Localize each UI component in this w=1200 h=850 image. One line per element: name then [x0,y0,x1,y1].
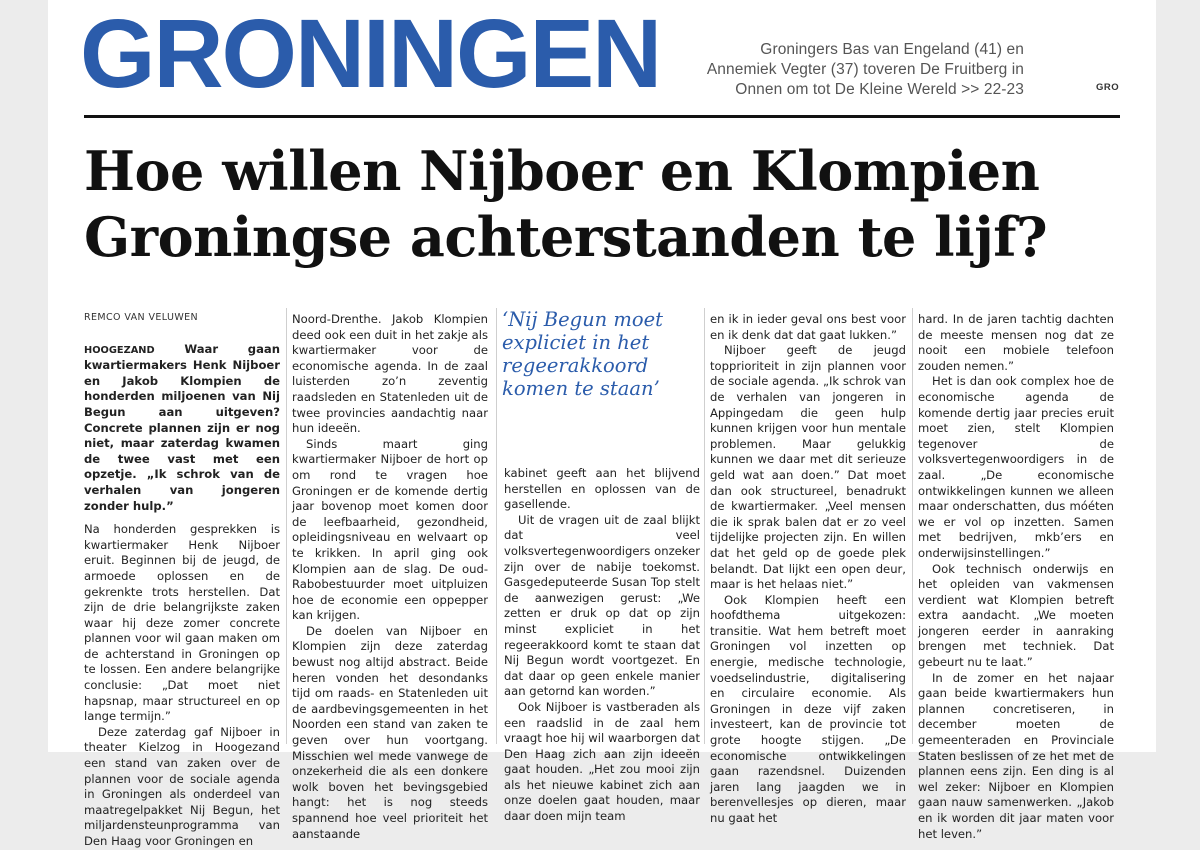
paragraph: Uit de vragen uit de zaal blijkt dat veel volksvertegenwoordigers onzeker zijn over de nabije toekomst. Gasgedeputeerde Susan Top stelt de aanwezigen gerust: „We zetten er druk op dat op zijn minst expliciet in het regeerakkoord komt te staan dat Nij Begun wordt voortgezet. En dat daar op geen enkele manier aan getornd kan worden.” [504,512,700,699]
paragraph: Het is dan ook complex hoe de economische agenda de komende dertig jaar precies eruit moet zien, stelt Klompien tegenover de volksvertegenwoordigers in de zaal. „De economische ontwikkelingen kunnen we alleen maar onderschatten, dus móéten we er vol op inzetten. Samen met bedrijven, mkb’ers en onderwijsinstellingen.” [918,374,1114,560]
paragraph: Deze zaterdag gaf Nijboer in theater Kielzog in Hoogezand een stand van zaken over de plannen voor de sociale agenda in Groningen als onderdeel van maatregelpakket Nij Begun, het miljardensteunprogramma van Den Haag voor Groningen en [84,724,280,848]
paragraph: Sinds maart ging kwartiermaker Nijboer de hort op om rond te vragen hoe Groningen er de komende dertig jaar bovenop moet komen door de leefbaarheid, gezondheid, opleidingsniveau en welvaart op te krikken. In april ging ook Klompien aan de slag. De oud-Rabobestuurder moet uitpluizen hoe de economie een oppepper kan krijgen. [292,436,488,623]
paragraph: Ook Nijboer is vastberaden als een raadslid in de zaal hem vraagt hoe hij wil waarborgen dat Den Haag zich aan zijn ideeën gaat houden. „Het zou mooi zijn als het nieuwe kabinet zich aan onze doelen gaat houden, maar daar doen mijn team [504,699,700,824]
paragraph: Ook Klompien heeft een hoofdthema uitgekozen: transitie. Wat hem betreft moet Groningen vol inzetten op energie, medische technologie, voedselindustrie, digitalisering en circulaire economie. Als Groningen in deze vijf zaken investeert, kan de provincie tot grote hoogte stijgen. „De economische ontwikkelingen gaan razendsnel. Duizenden jaren lang jaagden we in berenvellesjes op dieren, maar nu gaat het [710,592,906,825]
paragraph: In de zomer en het najaar gaan beide kwartiermakers hun plannen concretiseren, in december moeten de gemeenteraden en Provinciale Staten beslissen of ze het met de plannen eens zijn. Een ding is al wel zeker: Nijboer en Klompien gaan nauw samenwerken. „Jakob en ik worden dit jaar maten voor het leven.” [918,670,1114,841]
top-rule [84,115,1120,118]
column-divider [704,308,705,744]
column-divider [496,308,497,744]
pull-quote: ‘Nij Begun moet expliciet in het regeerakkoord komen te staan’ [502,308,664,400]
masthead: GRONINGEN [80,0,661,108]
paragraph: en ik in ieder geval ons best voor en ik denk dat dat gaat lukken.” [710,312,906,342]
section-code: GRO [1096,82,1120,93]
article-column-2 [292,312,488,842]
paragraph: hard. In de jaren tachtig dachten de meeste mensen nog dat ze nooit een mobiele telefoon zouden nemen.” [918,312,1114,373]
paragraph: Noord-Drenthe. Jakob Klompien deed ook een duit in het zakje als kwartiermaker voor de economische agenda. In de zaal luisterden zo’n zeventig raadsleden en Statenleden uit de twee provincies aandachtig naar hun ideeën. [292,312,488,436]
newspaper-page [48,0,1156,848]
byline: REMCO VAN VELUWEN [84,312,199,323]
dateline-place: HOOGEZAND [84,344,155,356]
paragraph: Na honderden gesprekken is kwartiermaker Henk Nijboer eruit. Beginnen bij de jeugd, de armoede oplossen en de gekrenkte trots herstellen. Dat zijn de drie belangrijkste zaken waar hij deze zomer concrete plannen voor wil gaan maken om de achterstand in Groningen op te lossen. Een andere belangrijke conclusie: „Dat moet niet hapsnap, maar structureel en op lange termijn.” [84,522,280,724]
paragraph: Ook technisch onderwijs en het opleiden van vakmensen verdient wat Klompien betreft extra aandacht. „We moeten jongeren eerder in aanraking brengen met techniek. Dat gebeurt nu te laat.” [918,561,1114,670]
article-column-4 [710,312,906,827]
teaser-text: Groningers Bas van Engeland (41) en Annemiek Vegter (37) toveren De Fruitberg in Onnen om tot De Kleine Wereld >> 22-23 [706,41,1024,98]
column-divider [286,308,287,744]
column-divider [912,308,913,744]
article-column-1 [84,310,280,850]
paragraph: Nijboer geeft de jeugd topprioriteit in zijn plannen voor de sociale agenda. „Ik schrok van de verhalen van jongeren in Appingedam die geen hulp kunnen krijgen voor hun mentale problemen. Maar gelukkig kunnen we daar met dit serieuze geld wat aan doen.” Dat moet dan ook structureel, benadrukt de kwartiermaker. „Veel mensen die ik sprak balen dat er zo veel tijdelijke projecten zijn. En willen dat het geld op de goede plek belandt. Dat lijkt een open deur, maar is het helaas niet.” [710,343,906,592]
article-intro [84,342,280,515]
article-column-5 [918,312,1114,842]
paragraph: kabinet geeft aan het blijvend herstellen en oplossen van de gasellende. [504,466,700,512]
headline: Hoe willen Nijboer en Klompien Groningse achterstanden te lijf? [84,139,1048,269]
article-column-3 [504,466,700,825]
paragraph: De doelen van Nijboer en Klompien zijn deze zaterdag bewust nog altijd abstract. Beide heren vonden het desondanks tijd om raads- en Statenleden uit de aardbevingsgemeenten in het Noorden een stand van zaken te geven over hun voortgang. Misschien wel mede vanwege de onzekerheid die als een donkere wolk boven het bevingsgebied hangt: het is nog steeds spannend hoe veel prioriteit het aanstaande [292,623,488,841]
intro-text: Waar gaan kwartiermakers Henk Nijboer en Jakob Klompien de honderden miljoenen van Nij Begun aan uitgeven? Concrete plannen zijn er nog niet, maar zaterdag kwamen de twee vast met een opzetje. „Ik schrok van de verhalen van jongeren zonder hulp.” [84,341,280,513]
